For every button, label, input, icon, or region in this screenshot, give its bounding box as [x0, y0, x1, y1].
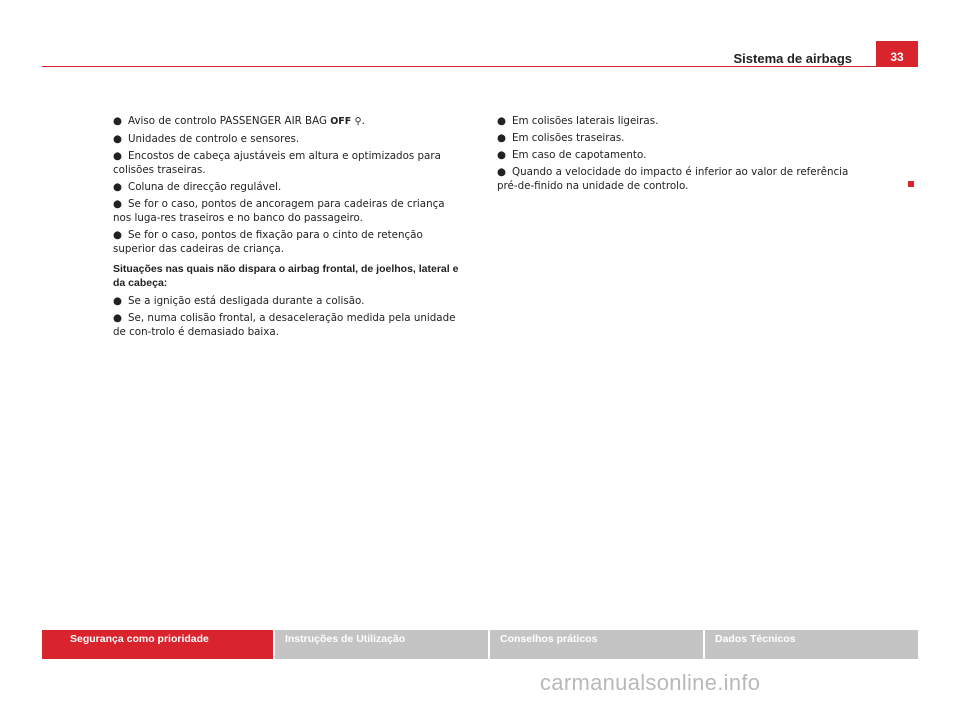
list-item: ● Se for o caso, pontos de fixação para o cinto de retenção superior das cadeiras de criança. — [113, 229, 423, 255]
list-item: ● Em colisões laterais ligeiras. — [497, 115, 659, 127]
tab-conselhos[interactable]: Conselhos práticos — [490, 630, 703, 659]
bullet-icon: ● — [113, 295, 122, 307]
section-title: Sistema de airbags — [733, 51, 852, 66]
bullet-icon: ● — [113, 229, 122, 241]
left-column — [113, 114, 463, 342]
page-number: 33 — [876, 41, 918, 67]
list-item: ● Em colisões traseiras. — [497, 132, 625, 144]
bullet-icon: ● — [113, 133, 122, 145]
bullet-icon: ● — [113, 150, 122, 162]
bullet-icon: ● — [113, 198, 122, 210]
list-item: ● Aviso de controlo PASSENGER AIR BAG OFF ⚲. — [113, 115, 365, 127]
bullet-icon: ● — [497, 132, 506, 144]
passenger-airbag-off-icon: OFF ⚲ — [330, 116, 362, 127]
bullet-icon: ● — [113, 181, 122, 193]
bullet-icon: ● — [113, 312, 122, 324]
tab-instrucoes[interactable]: Instruções de Utilização — [275, 630, 488, 659]
list-item: ● Se a ignição está desligada durante a colisão. — [113, 295, 365, 307]
tab-dados-tecnicos[interactable]: Dados Técnicos — [705, 630, 918, 659]
section-end-marker — [908, 181, 914, 187]
header-divider — [42, 66, 918, 67]
list-item: ● Quando a velocidade do impacto é inferior ao valor de referência pré-de-finido na unidade de controlo. — [497, 166, 849, 192]
bullet-icon: ● — [497, 166, 506, 178]
list-item: ● Unidades de controlo e sensores. — [113, 133, 300, 145]
bullet-icon: ● — [497, 149, 506, 161]
section-heading: Situações nas quais não dispara o airbag frontal, de joelhos, lateral e da cabeça: — [113, 263, 459, 289]
list-item: ● Em caso de capotamento. — [497, 149, 647, 161]
bullet-icon: ● — [497, 115, 506, 127]
list-item: ● Encostos de cabeça ajustáveis em altura e optimizados para colisões traseiras. — [113, 150, 441, 176]
bullet-icon: ● — [113, 115, 122, 127]
list-item: ● Se for o caso, pontos de ancoragem para cadeiras de criança nos luga-res traseiros e no banco do passageiro. — [113, 198, 445, 224]
list-item: ● Coluna de direcção regulável. — [113, 181, 282, 193]
right-column — [497, 114, 852, 196]
watermark: carmanualsonline.info — [540, 670, 761, 695]
tab-seguranca[interactable]: Segurança como prioridade — [42, 630, 273, 659]
list-item: ● Se, numa colisão frontal, a desaceleração medida pela unidade de con-trolo é demasiado baixa. — [113, 312, 456, 338]
footer-nav — [42, 630, 918, 659]
